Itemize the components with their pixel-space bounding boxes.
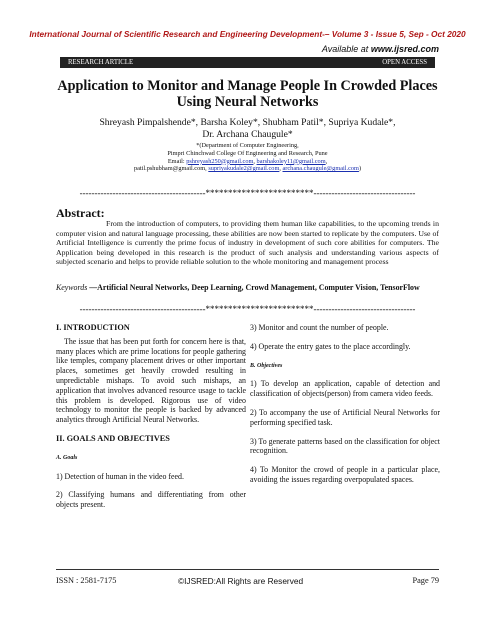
- emails-line-2: patil.pshubham@gmail.com, supriyakudale2@gmail.com, archana.chaugule@gmail.com): [133, 165, 362, 173]
- goals-heading: II. GOALS AND OBJECTIVES: [56, 433, 170, 443]
- college: Pimpri Chinchwad College Of Engineering and Research, Pune: [167, 149, 328, 157]
- email-link[interactable]: barshakoley11@gmail.com: [256, 157, 326, 165]
- intro-paragraph: The issue that has been put forth for concern here is that, many places which are prime locations for people gathering like temples, company placement drives or other important places, sometimes get heavily crowded resulting in unpredictable mishaps. To avoid such mishaps, an application that involves advanced resource usage to tackle this problem is developed. Rigorous use of video technology to monitor the people is backed by advanced analytics through Artificial Neural Networks.: [56, 336, 246, 425]
- goal-item: 1) Detection of human in the video feed.: [56, 471, 184, 481]
- goal-item: 2) Classifying humans and differentiating from other objects present.: [56, 490, 246, 510]
- objective-item: 3) To generate patterns based on the classification for object recognition.: [250, 436, 440, 456]
- footer-copyright: ©IJSRED:All Rights are Reserved: [178, 576, 304, 586]
- section-divider: ------------------------------------------************************----------------------------------: [79, 304, 416, 314]
- intro-heading: I. INTRODUCTION: [56, 323, 130, 332]
- authors-line: Shreyash Pimpalshende*, Barsha Koley*, Shubham Patil*, Supriya Kudale*,: [99, 117, 396, 128]
- emails-line-1: Email: pshreyash250@gmail.com, barshakoley11@gmail.com,: [167, 157, 328, 165]
- email-label: Email:: [167, 157, 185, 165]
- goal-item: 4) Operate the entry gates to the place accordingly.: [250, 341, 411, 351]
- section-divider: ------------------------------------------************************----------------------------------: [79, 188, 416, 198]
- goal-item: 3) Monitor and count the number of people.: [250, 323, 389, 332]
- available-at: [322, 44, 439, 54]
- left-column: [56, 323, 246, 519]
- available-prefix: Available at: [321, 44, 369, 54]
- footer-rule: [56, 569, 439, 570]
- objectives-subheading: B. Objectives: [250, 362, 283, 369]
- affiliation: [40, 142, 455, 173]
- objective-item: 2) To accompany the use of Artificial Neural Networks for performing specified task.: [250, 407, 440, 427]
- abstract-body: From the introduction of computers, to providing them human like capabilities, to the upcoming trends in computer vision and natural language processing, these abilities are now been started to replicate by the computers. Use of Artificial Intelligence is currently the prime focus of industry in development of such core abilities for computers. The Application being developed in this research is the product of such analysis and understanding various aspects of subjected scenario and helps to provide reliable solution to the whole monitoring and management process: [56, 219, 439, 267]
- article-type-bar: [60, 57, 435, 68]
- authors-line: Dr. Archana Chaugule*: [202, 128, 293, 140]
- title-line: Application to Monitor and Manage People In Crowded Places: [57, 78, 438, 94]
- email-plain: patil.pshubham@gmail.com: [133, 165, 206, 173]
- journal-header: International Journal of Scientific Research and Engineering Development-– Volume 3 - Issue 5, Sep - Oct 2020: [29, 29, 466, 39]
- right-column: [250, 323, 440, 494]
- article-type-label: RESEARCH ARTICLE: [68, 59, 134, 66]
- email-link[interactable]: archana.chaugule@gmail.com: [282, 165, 359, 173]
- goals-subheading: A. Goals: [56, 454, 78, 461]
- footer-page-number: Page 79: [412, 576, 439, 585]
- title-line: Using Neural Networks: [176, 94, 319, 110]
- journal-url[interactable]: www.ijsred.com: [370, 44, 439, 54]
- footer-issn: ISSN : 2581-7175: [56, 576, 117, 585]
- authors: [40, 117, 455, 140]
- email-link[interactable]: supriyakudale2@gmail.com: [208, 165, 280, 173]
- abstract-heading: Abstract:: [56, 206, 105, 220]
- keywords: Keywords —Artificial Neural Networks, Deep Learning, Crowd Management, Computer Vision, TensorFlow: [56, 283, 420, 292]
- email-link[interactable]: pshreyash250@gmail.com: [186, 157, 254, 165]
- paper-title: [40, 78, 455, 110]
- objective-item: 1) To develop an application, capable of detection and classification of objects(person) from camera video feeds.: [250, 379, 440, 399]
- open-access-label: OPEN ACCESS: [382, 59, 427, 66]
- objective-item: 4) To Monitor the crowd of people in a particular place, avoiding the issues regarding overpopulated spaces.: [250, 465, 440, 484]
- keywords-label: Keywords: [56, 283, 88, 292]
- department: *(Department of Computer Engineering,: [196, 142, 299, 149]
